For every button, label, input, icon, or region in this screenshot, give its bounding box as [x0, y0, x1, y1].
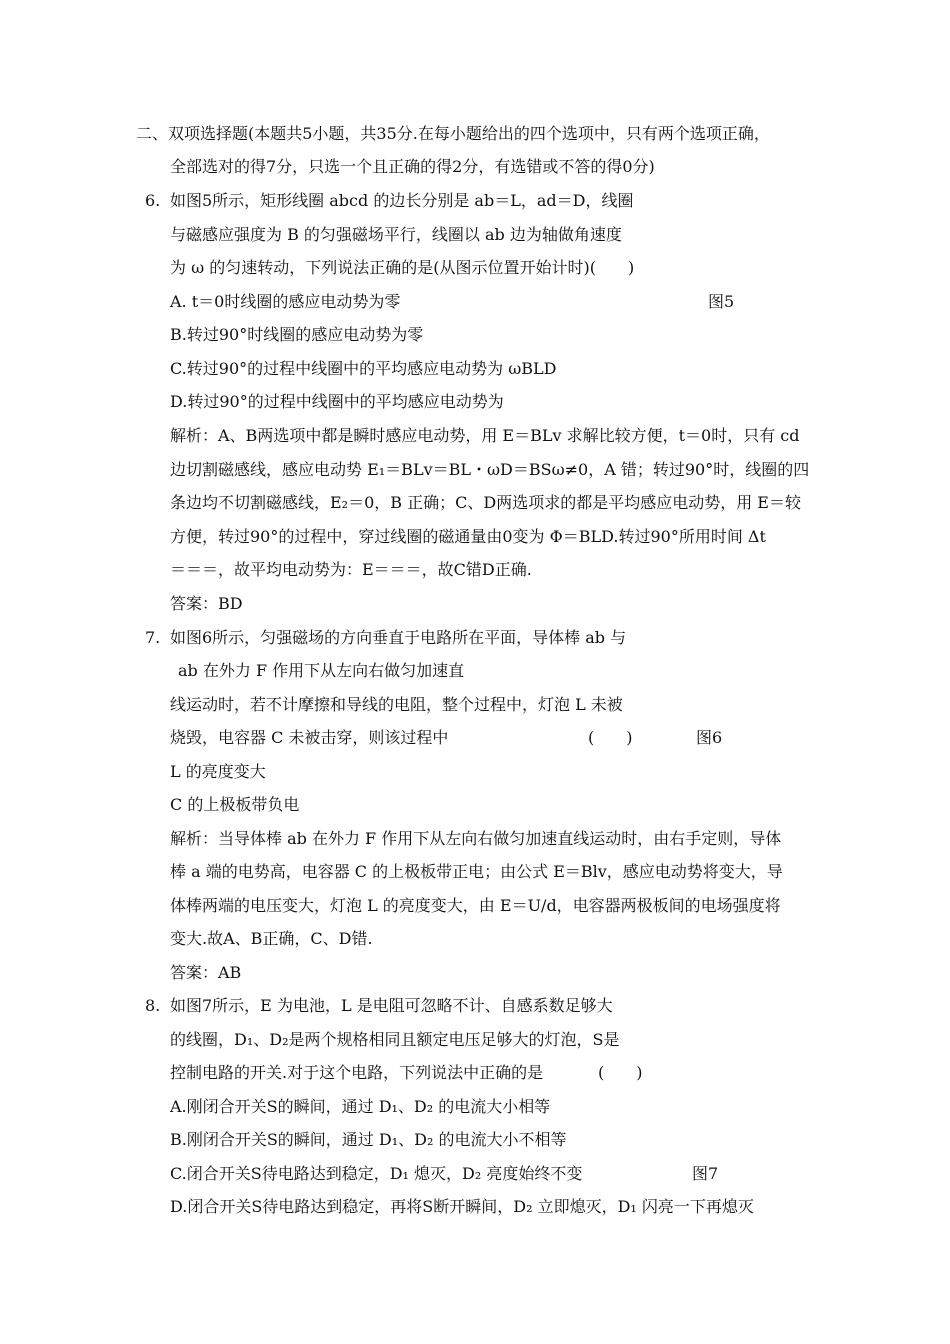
- q7-number: 7.: [145, 628, 161, 647]
- q7-stem-line2: ab 在外力 F 作用下从左向右做匀加速直: [178, 661, 465, 680]
- q7-explanation-line3: 体棒两端的电压变大，灯泡 L 的亮度变大，由 E＝U/d，电容器两极板间的电场强度将: [170, 896, 781, 915]
- q8-option-c: C.闭合开关S待电路达到稳定，D₁ 熄灭，D₂ 亮度始终不变: [170, 1164, 583, 1183]
- q6-option-b: B.转过90°时线圈的感应电动势为零: [170, 325, 424, 344]
- q8-option-b: B.刚闭合开关S的瞬间，通过 D₁、D₂ 的电流大小不相等: [170, 1130, 567, 1149]
- q6-explanation-line2: 边切割磁感线，感应电动势 E₁＝BLv＝BL・ωD＝BSω≠0，A 错；转过90°时，线圈的四: [170, 460, 810, 479]
- q6-stem-line1: 如图5所示，矩形线圈 abcd 的边长分别是 ab＝L，ad＝D，线圈: [170, 191, 634, 210]
- q8-stem-line3: 控制电路的开关.对于这个电路，下列说法中正确的是: [170, 1063, 544, 1082]
- q6-explanation-line1: 解析：A、B两选项中都是瞬时感应电动势，用 E＝BLv 求解比较方便，t＝0时，只有 cd: [170, 426, 800, 445]
- q7-figure-label: 图6: [696, 728, 723, 747]
- q7-stem-line3: 线运动时，若不计摩擦和导线的电阻，整个过程中，灯泡 L 未被: [170, 695, 623, 714]
- q6-number: 6.: [145, 191, 161, 210]
- q6-option-d: D.转过90°的过程中线圈中的平均感应电动势为: [170, 392, 504, 411]
- section-heading-cont: 全部选对的得7分，只选一个且正确的得2分，有选错或不答的得0分): [170, 157, 655, 176]
- section-heading: 二、双项选择题(本题共5小题，共35分.在每小题给出的四个选项中，只有两个选项正确，: [136, 124, 770, 143]
- q7-stem-line1: 如图6所示，匀强磁场的方向垂直于电路所在平面，导体棒 ab 与: [170, 628, 627, 647]
- q6-option-a: A. t＝0时线圈的感应电动势为零: [170, 292, 401, 311]
- q8-stem-line2: 的线圈，D₁、D₂是两个规格相同且额定电压足够大的灯泡，S是: [170, 1030, 620, 1049]
- q6-explanation-line3: 条边均不切割磁感线，E₂＝0，B 正确；C、D两选项求的都是平均感应电动势，用 E＝较: [170, 493, 801, 512]
- q8-figure-label: 图7: [692, 1164, 719, 1183]
- q8-option-a: A.刚闭合开关S的瞬间，通过 D₁、D₂ 的电流大小相等: [170, 1097, 551, 1116]
- q7-explanation-line4: 变大.故A、B正确，C、D错.: [170, 929, 373, 948]
- q6-stem-line2: 与磁感应强度为 B 的匀强磁场平行，线圈以 ab 边为轴做角速度: [170, 225, 622, 244]
- q7-option-b: C 的上极板带负电: [170, 795, 300, 814]
- q6-explanation-line4: 方便，转过90°的过程中，穿过线圈的磁通量由0变为 Φ＝BLD.转过90°所用时间 Δt: [170, 527, 766, 546]
- q6-option-c: C.转过90°的过程中线圈中的平均感应电动势为 ωBLD: [170, 359, 557, 378]
- q8-number: 8.: [145, 996, 161, 1015]
- q7-stem-line4: 烧毁，电容器 C 未被击穿，则该过程中: [170, 728, 449, 747]
- q7-answer: 答案：AB: [170, 963, 242, 982]
- q7-explanation-line1: 解析：当导体棒 ab 在外力 F 作用下从左向右做匀加速直线运动时，由右手定则，导体: [170, 829, 782, 848]
- q6-answer: 答案：BD: [170, 594, 243, 613]
- q7-answer-paren: ( ): [588, 728, 633, 747]
- q7-option-a: L 的亮度变大: [170, 762, 266, 781]
- q7-explanation-line2: 棒 a 端的电势高，电容器 C 的上极板带正电；由公式 E＝Blv，感应电动势将变大，导: [170, 862, 783, 881]
- q8-stem-line1: 如图7所示，E 为电池，L 是电阻可忽略不计、自感系数足够大: [170, 996, 613, 1015]
- q6-stem-line3: 为 ω 的匀速转动，下列说法正确的是(从图示位置开始计时)( ): [170, 258, 635, 277]
- q6-explanation-line5: ＝＝＝，故平均电动势为：E＝＝＝，故C错D正确.: [170, 560, 532, 579]
- q6-figure-label: 图5: [708, 292, 735, 311]
- q8-answer-paren: ( ): [598, 1063, 643, 1082]
- q8-option-d: D.闭合开关S待电路达到稳定，再将S断开瞬间，D₂ 立即熄灭，D₁ 闪亮一下再熄灭: [170, 1197, 754, 1216]
